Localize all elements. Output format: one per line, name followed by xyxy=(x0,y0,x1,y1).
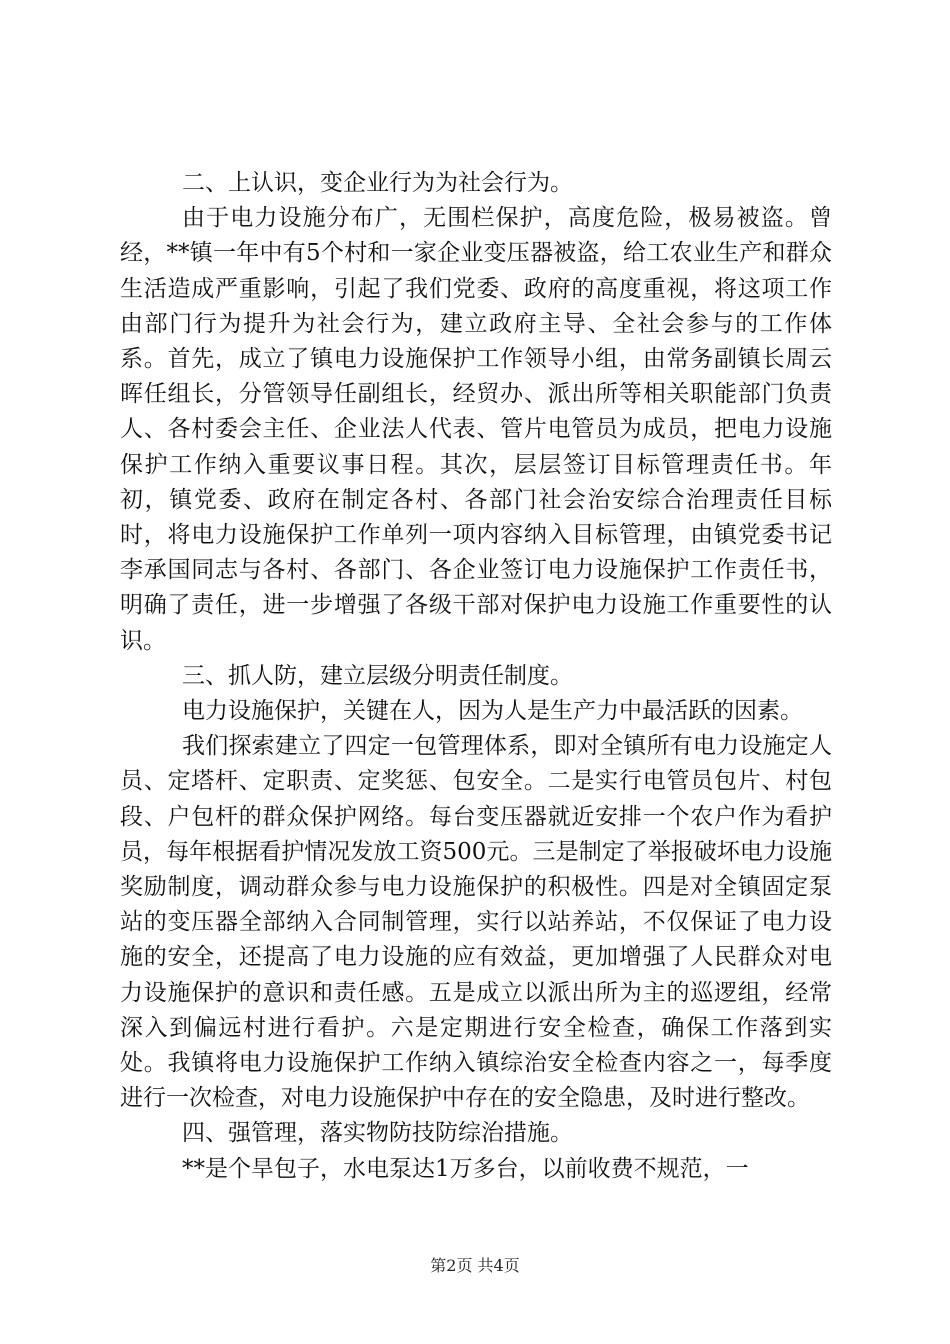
section-heading-4: 四、强管理，落实物防技防综治措施。 xyxy=(182,1120,573,1147)
section-heading-3: 三、抓人防，建立层级分明责任制度。 xyxy=(182,662,573,689)
body-paragraph: 由于电力设施分布广，无围栏保护，高度危险，极易被盗。曾经，**镇一年中有5个村和一家企业变压器被盗，给工农业生产和群众生活造成严重影响，引起了我们党委、政府的高度重视，将这项工作由部门行为提升为社会行为，建立政府主导、全社会参与的工作体系。首先，成立了镇电力设施保护工作领导小组，由常务副镇长周云晖任组长，分管领导任副组长，经贸办、派出所等相关职能部门负责人、各村委会主任、企业法人代表、管片电管员为成员，把电力设施保护工作纳入重要议事日程。其次，层层签订目标管理责任书。年初，镇党委、政府在制定各村、各部门社会治安综合治理责任目标时，将电力设施保护工作单列一项内容纳入目标管理，由镇党委书记李承国同志与各村、各部门、各企业签订电力设施保护工作责任书，明确了责任，进一步增强了各级干部对保护电力设施工作重要性的认识。 xyxy=(120,205,832,654)
body-paragraph: 电力设施保护，关键在人，因为人是生产力中最活跃的因素。 xyxy=(182,698,803,725)
body-paragraph: **是个旱包子，水电泵达1万多台，以前收费不规范，一 xyxy=(182,1155,749,1182)
page-number: 第2页 共4页 xyxy=(430,1256,520,1275)
section-heading-2: 二、上认识，变企业行为为社会行为。 xyxy=(182,170,573,196)
document-body xyxy=(120,166,832,1187)
body-paragraph: 我们探索建立了四定一包管理体系，即对全镇所有电力设施定人员、定塔杆、定职责、定奖惩、包安全。二是实行电管员包片、村包段、户包杆的群众保护网络。每台变压器就近安排一个农户作为看护员，每年根据看护情况发放工资500元。三是制定了举报破坏电力设施奖励制度，调动群众参与电力设施保护的积极性。四是对全镇固定泵站的变压器全部纳入合同制管理，实行以站养站，不仅保证了电力设施的安全，还提高了电力设施的应有效益，更加增强了人民群众对电力设施保护的意识和责任感。五是成立以派出所为主的巡逻组，经常深入到偏远村进行看护。六是定期进行安全检查，确保工作落到实处。我镇将电力设施保护工作纳入镇综治安全检查内容之一，每季度进行一次检查，对电力设施保护中存在的安全隐患，及时进行整改。 xyxy=(120,733,832,1112)
